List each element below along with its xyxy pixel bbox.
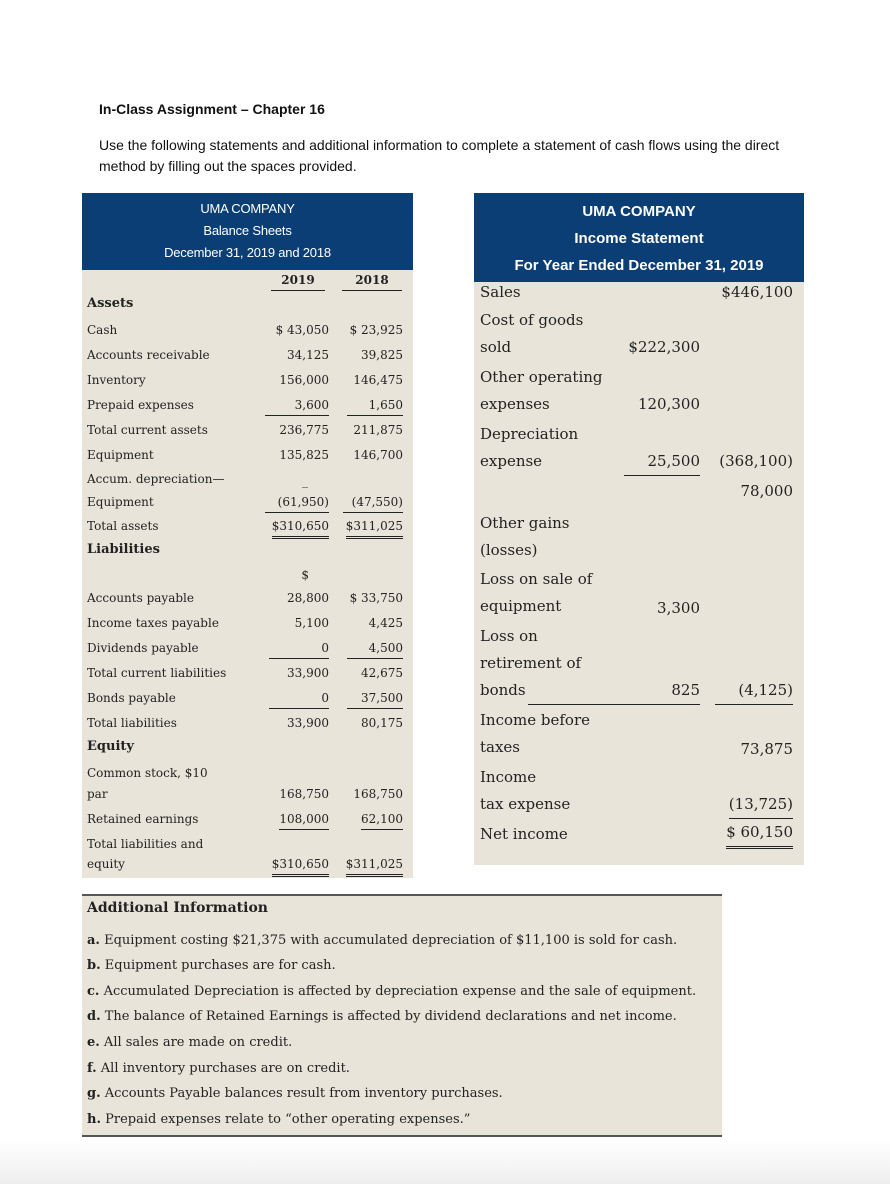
is-opex-label: Other operating: [480, 368, 603, 386]
item-text: Equipment purchases are for cash.: [100, 958, 336, 973]
bs-row-label: par: [87, 787, 108, 801]
bs-row: [82, 516, 413, 536]
bs-row: [82, 588, 413, 608]
is-income-before-taxes-label: Income before: [480, 711, 590, 729]
bs-period: December 31, 2019 and 2018: [164, 245, 331, 260]
is-depreciation-value: 25,500: [624, 448, 700, 476]
bs-row: [82, 370, 413, 390]
bs-row-label: Accounts payable: [87, 591, 194, 605]
bs-row-2019: $ 43,050: [275, 323, 329, 337]
is-opex-label: expenses: [480, 395, 550, 413]
bs-row: [82, 445, 413, 465]
bs-row-2018: $311,025: [346, 854, 403, 877]
bs-row-2018: 37,500: [347, 688, 403, 709]
income-statement-body: [474, 282, 804, 865]
is-tax-value: (13,725): [729, 791, 793, 819]
bs-row-label: Cash: [87, 323, 118, 337]
income-statement-header: [474, 193, 804, 282]
bs-row-label: Total liabilities and: [87, 837, 204, 851]
bs-row-2019: 5,100: [294, 616, 329, 630]
item-letter: e.: [87, 1035, 100, 1050]
item-letter: g.: [87, 1086, 101, 1101]
bs-row: [82, 713, 413, 733]
additional-info-item: [87, 933, 677, 948]
bs-row: [82, 663, 413, 683]
additional-info-item: [87, 984, 696, 999]
bs-row-2018: 168,750: [353, 787, 403, 801]
bs-row-label: Total liabilities: [87, 716, 177, 730]
bs-row-2019: 108,000: [279, 809, 329, 830]
bs-row-2019: 156,000: [279, 373, 329, 387]
is-opex-value: 120,300: [637, 395, 700, 413]
bs-row: [82, 345, 413, 365]
bs-row: [82, 565, 413, 585]
item-letter: c.: [87, 984, 100, 999]
bs-row-2018: 62,100: [361, 809, 403, 830]
bs-row-2019: 0: [269, 638, 329, 659]
is-depreciation-label: Depreciation: [480, 425, 579, 443]
bs-row: [82, 638, 413, 658]
bs-row-label: Income taxes payable: [87, 616, 219, 630]
bs-row-2018: 1,650: [347, 395, 403, 416]
bs-row: [82, 784, 413, 804]
additional-info-title: Additional Information: [87, 900, 268, 916]
is-loss-equipment-label: equipment: [480, 597, 562, 615]
is-sales-label: Sales: [480, 283, 521, 301]
bs-row: [82, 834, 413, 854]
is-tax-label: Income: [480, 768, 537, 786]
additional-info-item: [87, 1035, 292, 1050]
bs-row-2018: $311,025: [346, 516, 403, 539]
bs-row-2018: 80,175: [361, 716, 403, 730]
balance-sheet-body: [82, 270, 413, 878]
bs-row-2019: $310,650: [272, 516, 329, 539]
bs-row-label: Prepaid expenses: [87, 398, 194, 412]
bs-liabilities-heading: Liabilities: [87, 542, 160, 557]
bs-row-2019: _: [302, 474, 308, 488]
is-income-before-taxes-label: taxes: [480, 738, 521, 756]
bs-row: [82, 809, 413, 829]
bs-col-2019: 2019: [271, 270, 325, 291]
is-company-name: UMA COMPANY: [582, 203, 696, 220]
bs-row-2019: $: [301, 568, 309, 582]
bs-row-2019: 236,775: [279, 423, 329, 437]
bs-row: [82, 854, 413, 874]
bs-row-2019: 135,825: [279, 448, 329, 462]
balance-sheet-header: [82, 193, 413, 270]
is-cogs-value: $222,300: [628, 338, 700, 356]
bs-row: [82, 320, 413, 340]
is-loss-equipment-label: Loss on sale of: [480, 570, 593, 588]
item-letter: d.: [87, 1009, 101, 1024]
bs-row-2018: 211,875: [353, 423, 403, 437]
bs-row-2019: $310,650: [272, 854, 329, 877]
is-cogs-label: Cost of goods: [480, 311, 584, 329]
bs-row-2019: 3,600: [265, 395, 329, 416]
bs-assets-heading: Assets: [87, 296, 134, 311]
additional-info-item: [87, 1086, 503, 1101]
bs-row: [82, 469, 413, 489]
is-loss-bonds-value: 825: [528, 677, 700, 705]
income-statement: [474, 193, 804, 865]
bs-row-2019: 33,900: [287, 666, 329, 680]
bs-row-label: Total current liabilities: [87, 666, 227, 680]
bs-company-name: UMA COMPANY: [200, 201, 295, 216]
additional-info-item: [87, 1009, 677, 1024]
is-operating-subtotal: 78,000: [740, 482, 793, 500]
item-text: All inventory purchases are on credit.: [96, 1061, 350, 1076]
bs-row-label: Inventory: [87, 373, 146, 387]
bs-equity-heading: Equity: [87, 739, 134, 754]
bs-row-label: Equipment: [87, 448, 154, 462]
bs-row-2019: 34,125: [287, 348, 329, 362]
bs-row-2018: 4,500: [347, 638, 403, 659]
item-text: The balance of Retained Earnings is affected by dividend declarations and net income.: [100, 1009, 677, 1024]
is-income-before-taxes-value: 73,875: [740, 740, 793, 758]
bs-row-2018: $ 33,750: [349, 591, 403, 605]
is-total-losses: (4,125): [715, 677, 793, 705]
bs-row-2019: 28,800: [287, 591, 329, 605]
bs-row: [82, 688, 413, 708]
is-loss-bonds-label: Loss on: [480, 627, 538, 645]
bs-row: [82, 763, 413, 783]
item-letter: f.: [87, 1061, 97, 1076]
bs-row-label: Total assets: [87, 519, 159, 533]
is-loss-equipment-value: 3,300: [657, 599, 700, 617]
item-letter: a.: [87, 933, 100, 948]
bs-row-label: equity: [87, 857, 125, 871]
bs-row-2018: $ 23,925: [349, 323, 403, 337]
page-bottom-shadow: [0, 1140, 890, 1184]
bs-row-2018: 42,675: [361, 666, 403, 680]
bs-row-2018: (47,550): [343, 492, 403, 513]
assignment-title: In-Class Assignment – Chapter 16: [99, 101, 325, 117]
item-letter: b.: [87, 958, 101, 973]
is-sales-value: $446,100: [721, 283, 793, 301]
item-text: Equipment costing $21,375 with accumulated depreciation of $11,100 is sold for cash.: [99, 933, 678, 948]
is-tax-label: tax expense: [480, 795, 571, 813]
is-loss-bonds-label: bonds: [480, 681, 526, 699]
bs-row: [82, 420, 413, 440]
item-letter: h.: [87, 1112, 101, 1127]
assignment-instructions: Use the following statements and additional information to complete a statement of cash flows using the direct method by filling out the spaces provided.: [99, 137, 780, 174]
bs-row: [82, 395, 413, 415]
bs-row-2018: 4,425: [368, 616, 403, 630]
is-depreciation-label: expense: [480, 452, 543, 470]
bs-row-2018: 39,825: [361, 348, 403, 362]
bs-row-label: Retained earnings: [87, 812, 199, 826]
is-total-expenses: (368,100): [719, 452, 793, 470]
item-text: Accumulated Depreciation is affected by depreciation expense and the sale of equipment.: [99, 984, 697, 999]
is-period: For Year Ended December 31, 2019: [514, 257, 764, 274]
additional-info-item: [87, 1061, 350, 1076]
additional-info-item: [87, 958, 336, 973]
is-loss-bonds-label: retirement of: [480, 654, 582, 672]
bs-row-2018: 146,700: [353, 448, 403, 462]
bs-row-2018: 146,475: [353, 373, 403, 387]
bs-col-2018: 2018: [342, 270, 402, 291]
item-text: Prepaid expenses relate to “other operating expenses.”: [100, 1112, 471, 1127]
additional-information: [82, 894, 722, 1137]
is-cogs-label: sold: [480, 338, 512, 356]
is-other-label: (losses): [480, 541, 538, 559]
bs-row: [82, 613, 413, 633]
bs-row-label: Bonds payable: [87, 691, 176, 705]
item-text: Accounts Payable balances result from inventory purchases.: [100, 1086, 503, 1101]
bs-row-label: Accum. depreciation—: [87, 472, 225, 486]
item-text: All sales are made on credit.: [99, 1035, 293, 1050]
bs-row-2019: 0: [269, 688, 329, 709]
bs-row-label: Equipment: [87, 495, 154, 509]
balance-sheet: [82, 193, 413, 878]
is-net-income-value: $ 60,150: [726, 819, 793, 849]
bs-row-label: Total current assets: [87, 423, 208, 437]
bs-row-2019: 33,900: [287, 716, 329, 730]
bs-row-2019: (61,950): [265, 492, 329, 513]
bs-row-label: Dividends payable: [87, 641, 199, 655]
additional-info-item: [87, 1112, 470, 1127]
is-statement-name: Income Statement: [574, 230, 704, 247]
bs-row-2019: 168,750: [279, 787, 329, 801]
bs-row-label: Accounts receivable: [87, 348, 210, 362]
bs-row: [82, 492, 413, 512]
bs-row-label: Common stock, $10: [87, 766, 208, 780]
is-other-label: Other gains: [480, 514, 570, 532]
is-net-income-label: Net income: [480, 825, 568, 843]
bs-statement-name: Balance Sheets: [203, 223, 292, 238]
